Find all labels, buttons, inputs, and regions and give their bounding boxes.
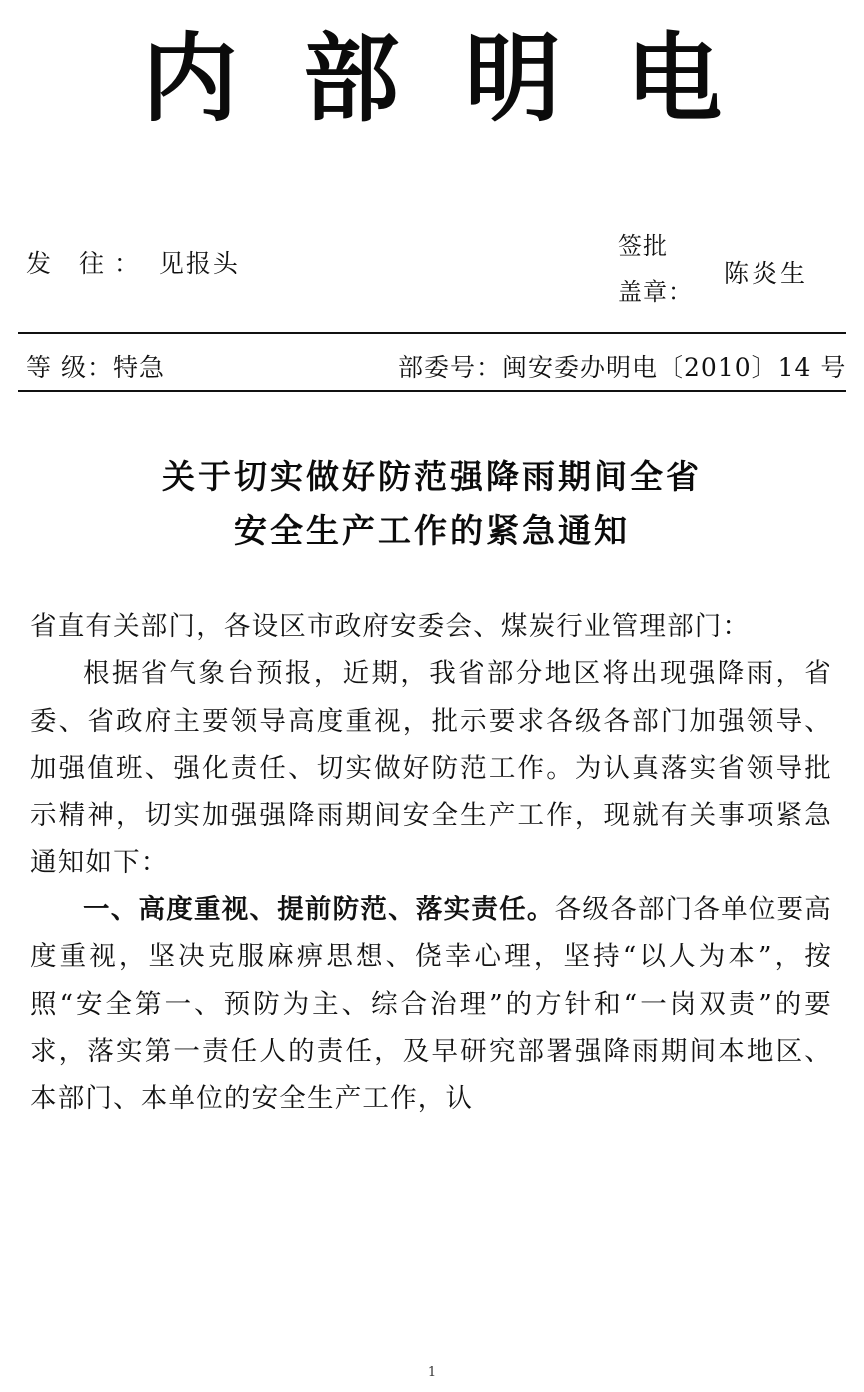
body-item-1	[30, 886, 832, 1122]
body-item-1-text: 各级各部门各单位要高度重视，坚决克服麻痹思想、侥幸心理，坚持“以人为本”，按照“安全第一、预防为主、综合治理”的方针和“一岗双责”的要求，落实第一责任人的责任，及早研究部署强降雨期间本地区、本部门、本单位的安全生产工作，认	[30, 894, 833, 1114]
document-title-line-2: 安全生产工作的紧急通知	[234, 510, 630, 550]
grade-label: 等 级：	[26, 353, 113, 383]
document-title	[18, 450, 846, 557]
page-number: 1	[427, 1365, 437, 1380]
masthead	[18, 0, 846, 140]
doc-number-value: 闽安委办明电〔2010〕14 号	[502, 353, 847, 383]
salutation: 省直有关部门，各设区市政府安委会、煤炭行业管理部门：	[30, 611, 751, 643]
body-item-1-heading: 一、高度重视、提前防范、落实责任。	[83, 894, 555, 926]
grade-value: 特急	[112, 353, 165, 383]
doc-number-label: 部委号：	[398, 353, 503, 383]
masthead-title: 内 部 明 电	[141, 22, 739, 135]
send-to-label: 发 往：	[26, 249, 149, 279]
grade-row	[18, 334, 846, 390]
doc-number-field	[398, 348, 846, 384]
grade-field	[26, 348, 165, 384]
header-divider-bottom	[18, 390, 846, 392]
seal-label: 盖章：	[618, 277, 693, 306]
signature-labels	[618, 224, 693, 315]
header-meta-block	[18, 218, 846, 328]
document-body	[18, 603, 846, 1122]
send-to-value: 见报头	[158, 249, 240, 279]
document-title-line-1: 关于切实做好防范强降雨期间全省	[162, 457, 702, 497]
send-to-row	[26, 244, 240, 280]
sign-label: 签批	[618, 232, 668, 261]
signer-name: 陈炎生	[724, 259, 809, 289]
body-paragraph-1: 根据省气象台预报，近期，我省部分地区将出现强降雨，省委、省政府主要领导高度重视，批示要求各级各部门加强领导、加强值班、强化责任、切实做好防范工作。为认真落实省领导批示精神，切实加强强降雨期间安全生产工作，现就有关事项紧急通知如下：	[30, 658, 832, 879]
